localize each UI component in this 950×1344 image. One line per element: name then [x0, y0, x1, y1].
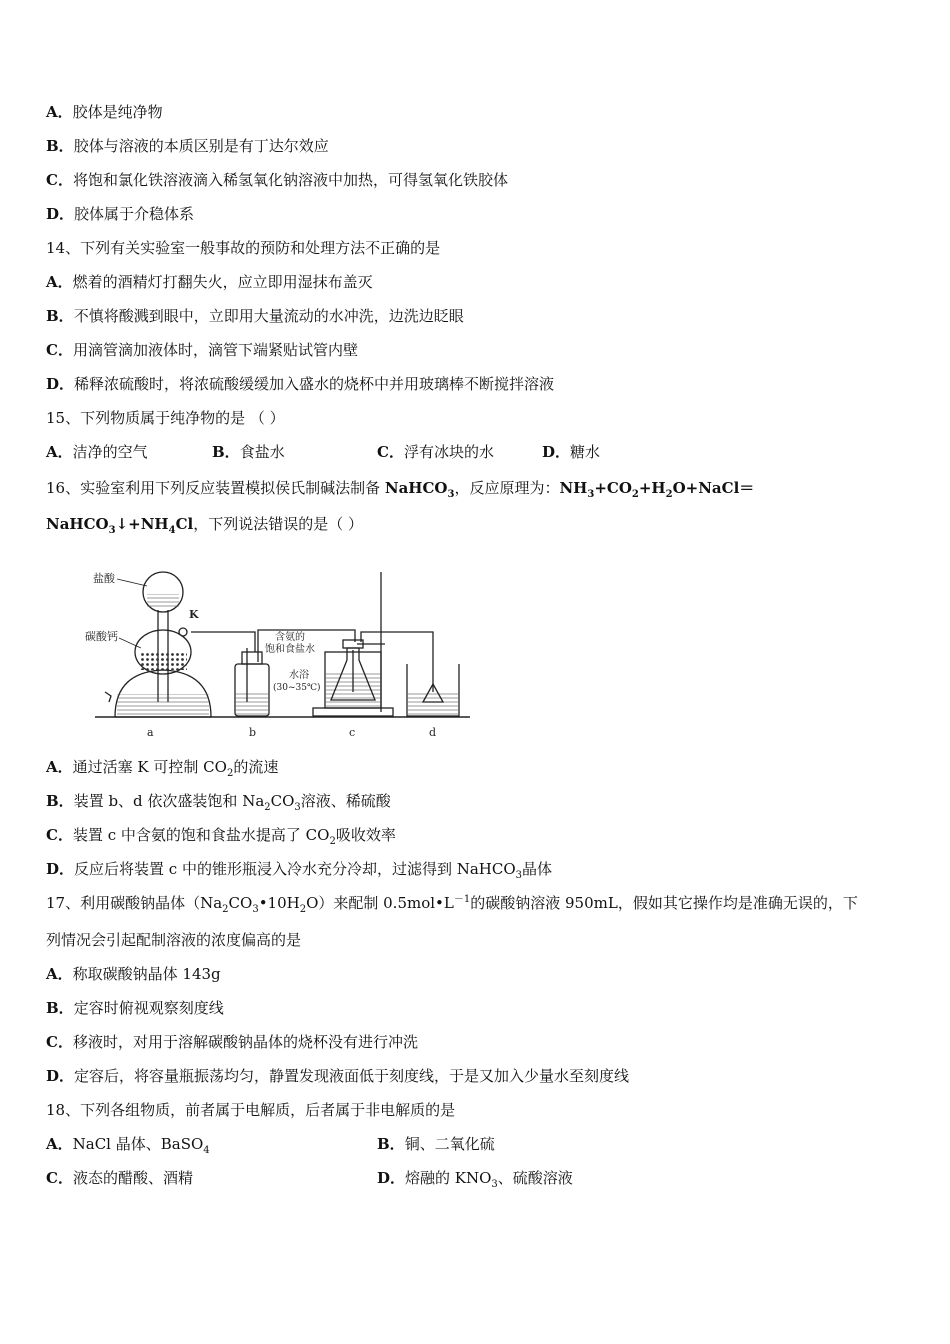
q17-option-c: C．移液时，对用于溶解碳酸钠晶体的烧杯没有进行冲洗: [46, 1033, 418, 1051]
q18-option-a: A．NaCl 晶体、BaSO$_4$: [46, 1135, 210, 1156]
q18-options-row2: [46, 1168, 746, 1188]
q17-option-a: A．称取碳酸钠晶体 143g: [46, 965, 221, 983]
q18-option-b: B．铜、二氧化硫: [377, 1135, 495, 1153]
q18-stem: 18、下列各组物质，前者属于电解质，后者属于非电解质的是: [46, 1101, 456, 1119]
q13-option-a: A．胶体是纯净物: [46, 103, 163, 121]
apparatus-figure: [85, 552, 475, 742]
q14-stem: 14、下列有关实验室一般事故的预防和处理方法不正确的是: [46, 239, 441, 257]
label-b: b: [249, 726, 257, 739]
kipp-generator: [105, 572, 235, 717]
q15-option-c: C．浮有冰块的水: [377, 443, 494, 461]
q15-option-a: A．洁净的空气: [46, 443, 148, 461]
apparatus-diagram: [85, 552, 475, 742]
q16-option-d: D．反应后将装置 c 中的锥形瓶浸入冷水充分冷却，过滤得到 NaHCO$_3$晶体: [46, 860, 553, 881]
q14-option-c: C．用滴管滴加液体时，滴管下端紧贴试管内壁: [46, 341, 358, 359]
label-brine-1: 含氨的: [275, 632, 305, 643]
q18-option-c: C．液态的醋酸、酒精: [46, 1169, 193, 1187]
label-bath-2: (30~35℃): [273, 683, 321, 693]
label-valve-k: K: [189, 608, 199, 621]
q13-option-d: D．胶体属于介稳体系: [46, 205, 195, 223]
q17-option-b: B．定容时俯视观察刻度线: [46, 999, 224, 1017]
water-bath-flask: [313, 572, 393, 716]
label-calcium-carbonate: 碳酸钙: [85, 630, 118, 643]
label-a: a: [147, 726, 154, 739]
q18-options-row1: [46, 1134, 746, 1154]
label-bath-1: 水浴: [289, 670, 309, 681]
q13-option-b: B．胶体与溶液的本质区别是有丁达尔效应: [46, 137, 329, 155]
q16-stem-line2: $NaHCO_3↓+NH_4Cl$，下列说法错误的是（ ）: [46, 515, 363, 536]
q15-option-b: B．食盐水: [212, 443, 285, 461]
q15-option-d: D．糖水: [542, 443, 601, 461]
q16-option-b: B．装置 b、d 依次盛装饱和 $Na_2CO_3$溶液、稀硫酸: [46, 792, 391, 813]
q15-stem: 15、下列物质属于纯净物的是 （ ）: [46, 409, 285, 427]
q14-option-b: B．不慎将酸溅到眼中，立即用大量流动的水冲洗，边洗边眨眼: [46, 307, 464, 325]
q17-option-d: D．定容后，将容量瓶振荡均匀，静置发现液面低于刻度线，于是又加入少量水至刻度线: [46, 1067, 630, 1085]
q17-stem-line1: 17、利用碳酸钠晶体$(Na_2CO_3•10H_2O)$来配制 $0.5mol•L^{-1}$的碳酸钠溶液 950mL，假如其它操作均是准确无误的，下: [46, 894, 858, 915]
label-c: c: [349, 726, 356, 739]
q14-option-a: A．燃着的酒精灯打翻失火，应立即用湿抹布盖灭: [46, 273, 373, 291]
q17-stem-line2: 列情况会引起配制溶液的浓度偏高的是: [46, 931, 302, 949]
label-d: d: [429, 726, 437, 739]
q18-option-d: D．熔融的 $KNO_3$、硫酸溶液: [377, 1169, 573, 1190]
label-hydrochloric-acid: 盐酸: [93, 572, 115, 585]
label-brine-2: 饱和食盐水: [265, 644, 315, 655]
q16-stem-line1: 16、实验室利用下列反应装置模拟侯氏制碱法制备 NaHCO$_3$，反应原理为：$NH_3+CO_2+H_2O+NaCl=$: [46, 479, 755, 500]
wash-bottle: [235, 648, 269, 716]
q14-option-d: D．稀释浓硫酸时，将浓硫酸缓缓加入盛水的烧杯中并用玻璃棒不断搅拌溶液: [46, 375, 555, 393]
q13-option-c: C．将饱和氯化铁溶液滴入稀氢氧化钠溶液中加热，可得氢氧化铁胶体: [46, 171, 508, 189]
q16-option-c: C．装置 c 中含氨的饱和食盐水提高了 $CO_2$吸收效率: [46, 826, 396, 847]
q16-option-a: A．通过活塞 K 可控制 $CO_2$的流速: [46, 758, 279, 779]
